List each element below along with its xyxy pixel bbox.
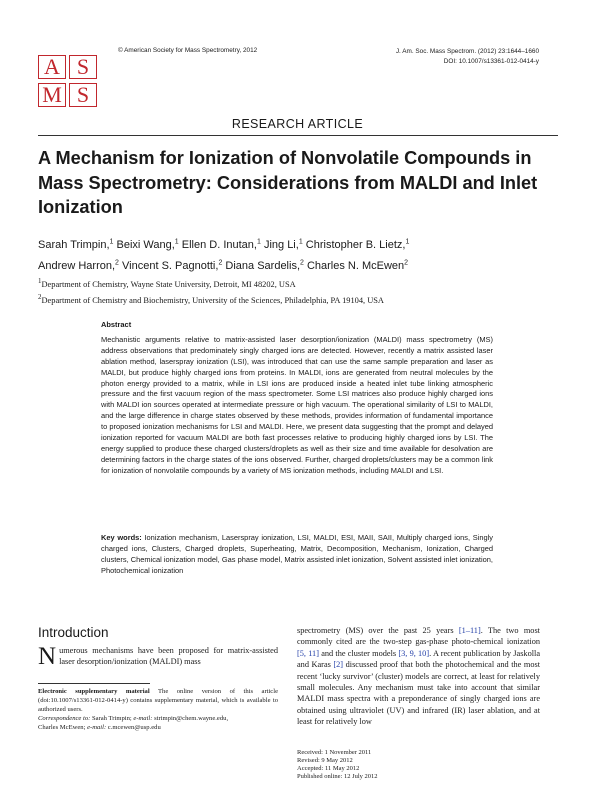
citation-link[interactable]: [1–11] [458, 626, 481, 635]
author: Charles N. McEwen$^2$ [306, 259, 409, 272]
body-text: discussed proof that both the photochemical and the most recent ‘lucky survivor’ (cluster) models are correct, at least for relatively small molecules. Any mechanism must take into account that similar MALDI mass spectra with a preponderance of singly charged ions are obtained using ultraviolet (UV) and infrared (IR) laser ablation, and at least for relatively low [297, 660, 540, 727]
email-label: e-mail: [133, 715, 153, 722]
doi-line: DOI: 10.1007/s13361-012-0414-y [443, 57, 539, 65]
author: Vincent S. Pagnotti,$^2$ [122, 259, 223, 272]
logo-letter: S [69, 83, 97, 107]
keywords-label: Key words: [101, 533, 142, 542]
footnote-rule [38, 683, 150, 684]
body-text: and the cluster models [321, 648, 397, 658]
author: Jing Li,$^1$ [263, 238, 303, 251]
intro-text: umerous mechanisms have been proposed for matrix-assisted laser desorption/ionization (MALDI) mass [59, 646, 278, 666]
correspondence-note [38, 714, 278, 732]
abstract-text: Mechanistic arguments relative to matrix-assisted laser desorption/ionization (MALDI) mass spectrometry (MS) address observations that predominately singly charged ions are detected. However, recently a matrix assisted laser ablation method, laserspray ionization (LSI), was introduced that can use the same sample preparation and laser as MALDI, but produce highly charged ions from proteins. In MALDI, ions are generated from neutral molecules by the photon energy provided to a matrix, while in LSI ions are produced inside a heated inlet tube linking atmospheric pressure and the first vacuum region of the mass spectrometer. Some LSI matrices also produce highly charged ions with MALDI ion sources operated at intermediate pressure or high vacuum. The operational similarity of LSI to MALDI, and the large difference in charge states observed by these methods, provides information of fundamental importance to proposed ionization mechanisms for LSI and MALDI. Here, we present data suggesting that the prompt and delayed ionization reported for vacuum MALDI are both fast processes relative to producing highly charged ions by LSI. The energy supplied to produce these charged clusters/droplets as well as their size and time available for desolvation are determining factors in the charge states of the ions observed. Further, charged droplets/clusters may be a common link for ionization of nonvolatile compounds by a variety of MS ionization methods, including MALDI and LSI. [101, 334, 493, 475]
author: Andrew Harron,$^2$ [38, 259, 119, 272]
citation-link[interactable]: [5, 11] [297, 648, 319, 658]
correspondence-label: Correspondence to: [38, 715, 91, 722]
author: Sarah Trimpin,$^1$ [38, 238, 114, 251]
date-revised: Revised: 9 May 2012 [297, 757, 353, 765]
section-heading-introduction: Introduction [38, 625, 109, 640]
logo-letter: M [38, 83, 66, 107]
citation-link[interactable]: [3, 9, 10] [398, 648, 430, 658]
article-type: RESEARCH ARTICLE [231, 117, 364, 131]
email-link[interactable]: strimpin@chem.wayne.edu, [154, 715, 229, 722]
body-text: spectrometry (MS) over the past 25 years [297, 626, 454, 635]
esm-text: The online version of this article (doi:10.1007/s13361-012-0414-y) contains supplementary material, which is available to authorized users. [38, 688, 278, 713]
body-text: . The two most commonly cited are the two-step gas-phase photo-chemical ionization [297, 626, 540, 647]
copyright-notice: © American Society for Mass Spectrometry, 2012 [118, 47, 258, 54]
asms-logo [38, 55, 99, 108]
body-column-right [297, 625, 540, 728]
citation-line: J. Am. Soc. Mass Spectrom. (2012) 23:1644–1660 [395, 48, 539, 55]
citation-link[interactable]: [2] [333, 660, 344, 670]
intro-paragraph [38, 643, 278, 670]
correspondent-name: Sarah Trimpin; [91, 715, 132, 722]
affiliations [38, 275, 568, 308]
journal-citation [396, 47, 539, 66]
author-list [38, 233, 568, 275]
email-label: e-mail: [87, 724, 107, 731]
logo-letter: A [38, 55, 66, 79]
author: Ellen D. Inutan,$^1$ [181, 238, 261, 251]
body-text: . A recent publication by Jaskolla and Karas [297, 648, 541, 670]
publication-dates [297, 749, 378, 781]
logo-letter: S [69, 55, 97, 79]
date-published: Published online: 12 July 2012 [297, 773, 378, 781]
keywords [101, 533, 493, 577]
correspondent-name: Charles McEwen; [38, 724, 86, 731]
affiliation: $^2$Department of Chemistry and Biochemistry, University of the Sciences, Philadelphia, PA 19104, USA [38, 293, 384, 306]
esm-label: Electronic supplementary material [38, 688, 150, 695]
drop-cap: N [38, 643, 57, 670]
supplementary-note [38, 687, 278, 714]
author: Diana Sardelis,$^2$ [225, 259, 304, 272]
author: Christopher B. Lietz,$^1$ [305, 238, 410, 251]
header-rule [38, 135, 558, 136]
abstract-heading: Abstract [101, 320, 132, 329]
date-received: Received: 1 November 2011 [297, 749, 372, 756]
email-link[interactable]: c.mcewen@usp.edu [107, 724, 161, 731]
keywords-text: Ionization mechanism, Laserspray ionization, LSI, MALDI, ESI, MAII, SAII, Multiply charged ions, Singly charged ions, Clusters, Charged droplets, Superheating, Matrix, Decomposition, Mechanism, Ionization, Charged clusters, Chemical ionization model, Gas phase model, Matrix assisted inlet ionization, Solvent assisted inlet ionization, Photochemical ionization [101, 533, 493, 575]
abstract [101, 320, 493, 477]
date-accepted: Accepted: 11 May 2012 [297, 765, 360, 773]
affiliation: $^1$Department of Chemistry, Wayne State University, Detroit, MI 48202, USA [38, 277, 296, 289]
article-title: A Mechanism for Ionization of Nonvolatile Compounds in Mass Spectrometry: Considerations from MALDI and Inlet Ionization [38, 148, 538, 217]
author: Beixi Wang,$^1$ [116, 238, 179, 251]
